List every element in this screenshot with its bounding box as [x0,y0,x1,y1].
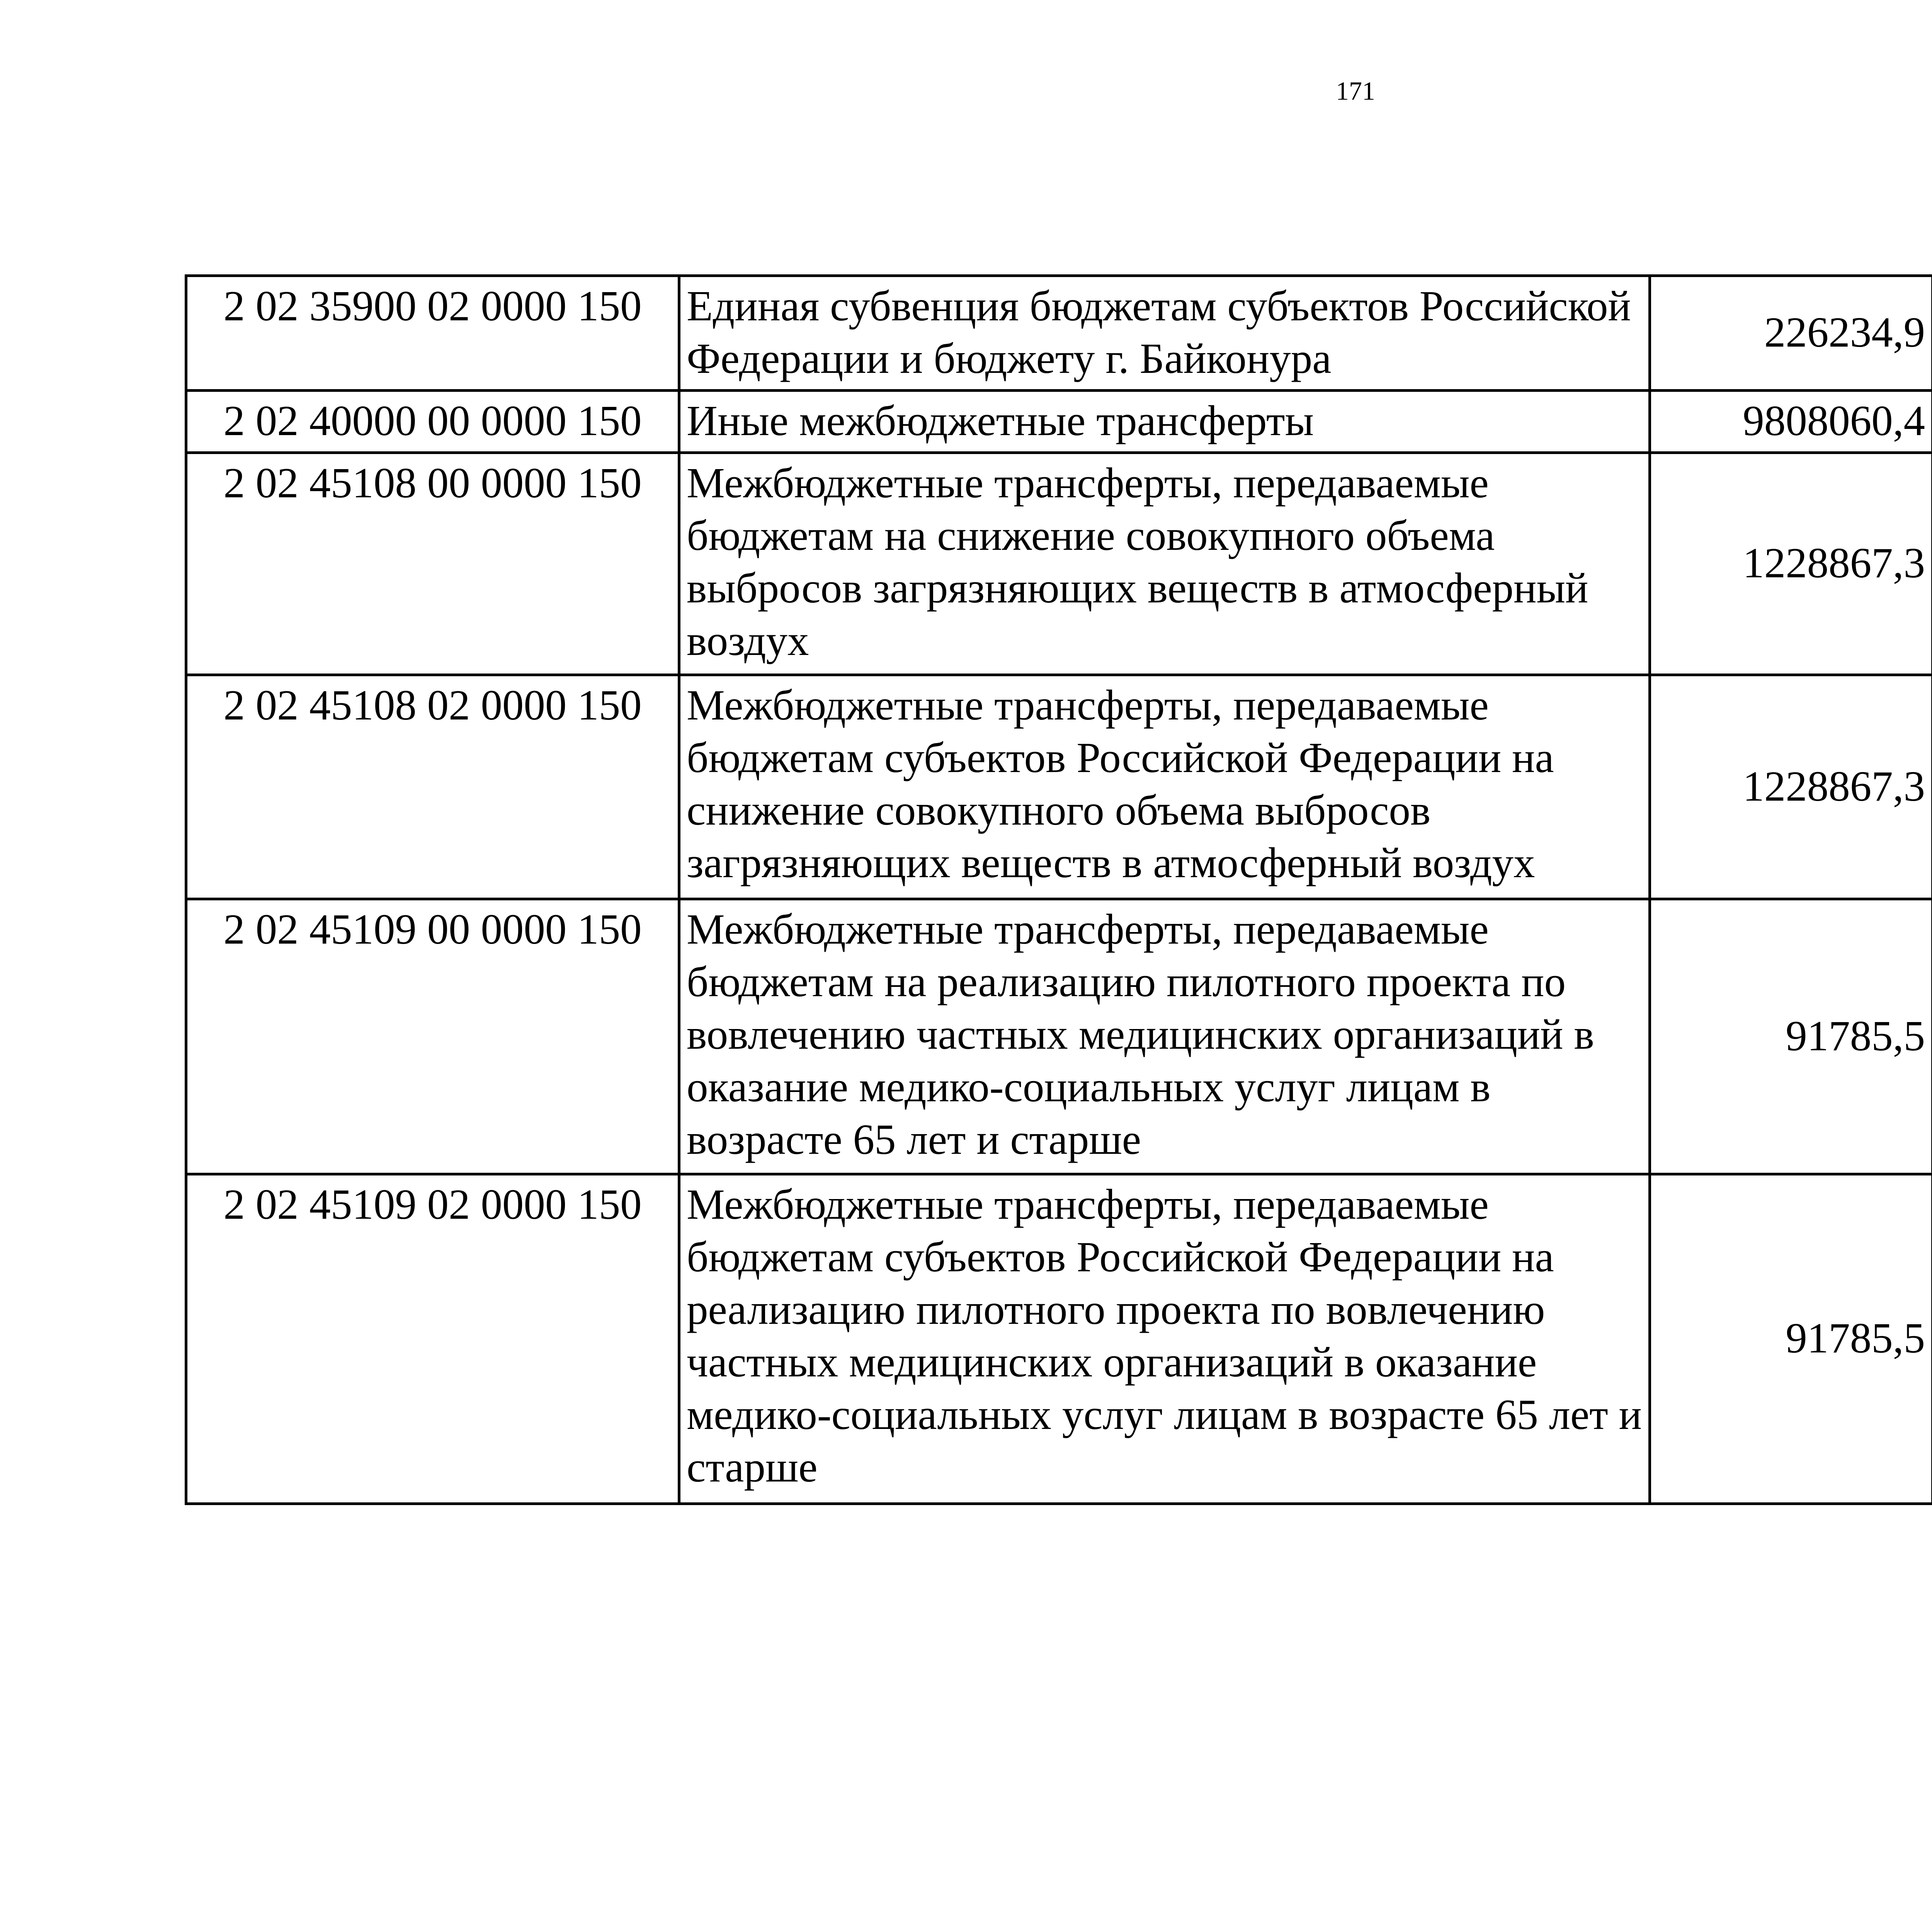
item-name-cell: Межбюджетные трансферты, передаваемые бюджетам на снижение совокупного объема выбросов загрязняющих веществ в атмосферный воздух [679,453,1650,675]
budget-table [185,274,1932,1505]
table-row [186,675,1932,899]
budget-code-cell: 2 02 45109 00 0000 150 [186,899,679,1174]
item-name-cell: Межбюджетные трансферты, передаваемые бюджетам субъектов Российской Федерации на реализацию пилотного проекта по вовлечению частных медицинских организаций в оказание медико-социальных услуг лицам в возрасте 65 лет и старше [679,1174,1650,1504]
budget-code-cell: 2 02 45108 02 0000 150 [186,675,679,899]
amount-year-1-cell: 91785,5 [1650,899,1932,1174]
table-row [186,899,1932,1174]
amount-year-1-cell: 1228867,3 [1650,453,1932,675]
item-name-cell: Межбюджетные трансферты, передаваемые бюджетам субъектов Российской Федерации на снижение совокупного объема выбросов загрязняющих веществ в атмосферный воздух [679,675,1650,899]
amount-year-1-cell: 9808060,4 [1650,391,1932,453]
item-name-cell: Единая субвенция бюджетам субъектов Российской Федерации и бюджету г. Байконура [679,276,1650,391]
amount-year-1-cell: 226234,9 [1650,276,1932,391]
amount-year-1-cell: 91785,5 [1650,1174,1932,1504]
table-row [186,1174,1932,1504]
table-row [186,391,1932,453]
item-name-cell: Иные межбюджетные трансферты [679,391,1650,453]
amount-year-1-cell: 1228867,3 [1650,675,1932,899]
item-name-cell: Межбюджетные трансферты, передаваемые бюджетам на реализацию пилотного проекта по вовлечению частных медицинских организаций в оказание медико-социальных услуг лицам в возрасте 65 лет и старше [679,899,1650,1174]
budget-code-cell: 2 02 40000 00 0000 150 [186,391,679,453]
budget-code-cell: 2 02 45108 00 0000 150 [186,453,679,675]
budget-code-cell: 2 02 45109 02 0000 150 [186,1174,679,1504]
table-row [186,453,1932,675]
budget-code-cell: 2 02 35900 02 0000 150 [186,276,679,391]
page-number: 171 [1336,76,1375,105]
table-row [186,276,1932,391]
